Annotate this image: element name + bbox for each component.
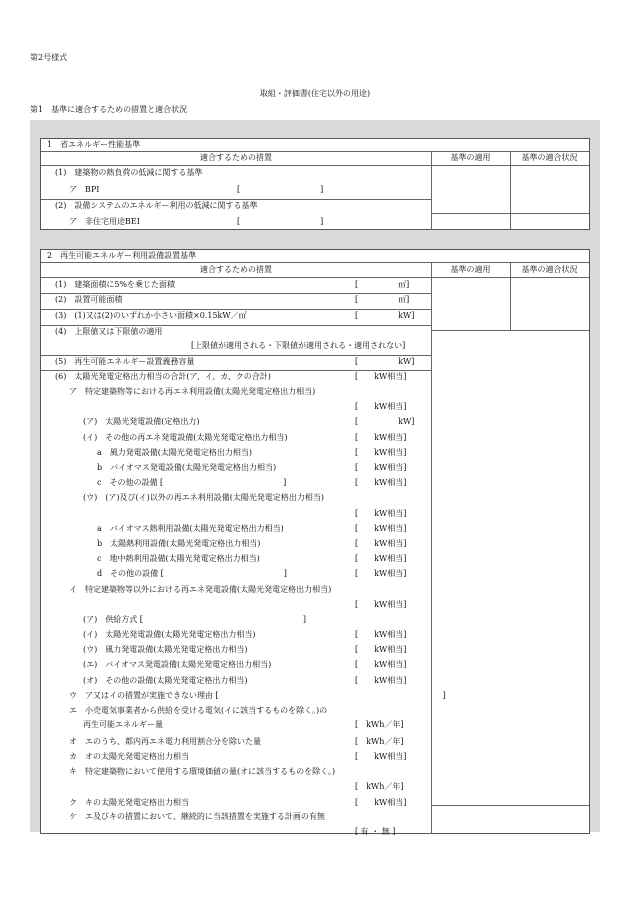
- s2-row-10-value-field[interactable]: [ kW相当]: [355, 433, 407, 442]
- energy-performance-table: [40, 138, 590, 230]
- s2-row-26-value-field[interactable]: [ kW相当]: [355, 676, 407, 685]
- s2-row-1-text: (2) 設置可能面積: [55, 295, 123, 304]
- s1-row-1a: ア BPI: [69, 185, 100, 194]
- s2-row-16-text: a バイオマス熱利用設備(太陽光発電定格出力相当): [97, 524, 284, 533]
- s2-row-15-value-field[interactable]: [ kW相当]: [355, 509, 407, 518]
- s2-row-4-text: [上限値が適用される・下限値が適用される・適用されない]: [191, 341, 406, 350]
- s2-row-18-text: c 地中熱利用設備(太陽光発電定格出力相当): [97, 554, 260, 563]
- s2-row-30-value-field[interactable]: [ kWh／年]: [355, 737, 404, 746]
- s2-row-35-text: ケ エ及びキの措置において、継続的に当該措置を実施する計画の有無: [69, 812, 325, 821]
- s2-row-3-text: (4) 上限値又は下限値の適用: [55, 327, 163, 336]
- s2-title: 2 再生可能エネルギー利用設備設置基準: [47, 251, 197, 260]
- s2-row-17-value-field[interactable]: [ kW相当]: [355, 539, 407, 548]
- s2-row-1-value-field[interactable]: [ ㎡]: [355, 295, 410, 304]
- s2-row-19-value-field[interactable]: [ kW相当]: [355, 569, 407, 578]
- renewable-energy-table: [40, 249, 590, 834]
- s2-row-34-text: ク キの太陽光発電定格出力相当: [69, 798, 189, 807]
- s2-row-30-text: オ エのうち、都内再エネ電力利用割合分を除いた量: [69, 737, 261, 746]
- s1-header-apply: 基準の適用: [450, 153, 491, 162]
- s2-row-12-value-field[interactable]: [ kW相当]: [355, 463, 407, 472]
- s2-row-21-value-field[interactable]: [ kW相当]: [355, 600, 407, 609]
- s2-row-25-value-field[interactable]: [ kW相当]: [355, 660, 407, 669]
- s2-row-11-value-field[interactable]: [ kW相当]: [355, 448, 407, 457]
- s2-row-8-value-field[interactable]: [ kW相当]: [355, 402, 407, 411]
- s2-row-0-text: (1) 建築面積に5%を乗じた面積: [55, 280, 176, 289]
- s1-row-1: (1) 建築物の熱負荷の低減に関する基準: [55, 168, 203, 177]
- s2-row-6-value-field[interactable]: [ kW相当]: [355, 372, 407, 381]
- s2-row-divider: [41, 325, 431, 326]
- s2-row-19-text: d その他の設備 [ ]: [97, 569, 287, 578]
- s2-row-23-value-field[interactable]: [ kW相当]: [355, 630, 407, 639]
- s2-row-divider: [41, 370, 431, 371]
- s2-row-divider: [41, 293, 431, 294]
- s2-row-0-value-field[interactable]: [ ㎡]: [355, 280, 410, 289]
- s2-row-33-value-field[interactable]: [ kWh／年]: [355, 782, 404, 791]
- s2-row-31-text: カ オの太陽光発電定格出力相当: [69, 752, 189, 761]
- s2-row-32-text: キ 特定建築物において使用する環境価値の量(オに該当するものを除く。): [69, 767, 336, 776]
- s1-header-measures: 適合するための措置: [200, 153, 272, 162]
- s2-row-34-value-field[interactable]: [ kW相当]: [355, 798, 407, 807]
- s2-row-divider: [41, 309, 431, 310]
- s1-header-status: 基準の適合状況: [521, 153, 578, 162]
- s2-row-24-text: (ウ) 風力発電設備(太陽光発電定格出力相当): [83, 645, 248, 654]
- s2-header-measures: 適合するための措置: [200, 265, 272, 274]
- s2-row-31-value-field[interactable]: [ kW相当]: [355, 752, 407, 761]
- s2-row-9-text: (ア) 太陽光発電設備(定格出力): [83, 417, 200, 426]
- s2-row-12-text: b バイオマス発電設備(太陽光発電定格出力相当): [97, 463, 277, 472]
- document-title: 取組・評価書(住宅以外の用途): [259, 89, 371, 98]
- s2-row-22-text: (ア) 供給方式 [ ]: [83, 615, 307, 624]
- s2-row-27-text: ウ ア又はイの措置が実施できない理由 [ ]: [69, 691, 446, 700]
- s2-row-5-value-field[interactable]: [ kW]: [355, 357, 415, 366]
- s2-row-23-text: (イ) 太陽光発電設備(太陽光発電定格出力相当): [83, 630, 256, 639]
- bpi-input[interactable]: [ ]: [237, 185, 324, 194]
- s2-row-26-text: (オ) その他の設備(太陽光発電定格出力相当): [83, 676, 248, 685]
- s2-row-36-value-field[interactable]: [ 有 ・ 無 ]: [355, 827, 396, 836]
- s2-row-25-text: (エ) バイオマス発電設備(太陽光発電定格出力相当): [83, 660, 272, 669]
- s2-row-2-text: (3) (1)又は(2)のいずれか小さい面積×0.15kW／㎡: [55, 311, 247, 320]
- s1-row-2a: ア 非住宅用途BEI: [69, 217, 140, 226]
- form-number: 第2号様式: [30, 53, 68, 62]
- s2-row-17-text: b 太陽熱利用設備(太陽光発電定格出力相当): [97, 539, 261, 548]
- s2-row-20-text: イ 特定建築物等以外における再エネ発電設備(太陽光発電定格出力相当): [69, 585, 332, 594]
- s2-row-29-value-field[interactable]: [ kWh／年]: [355, 720, 404, 729]
- s2-row-14-text: (ウ) (ア)及び(イ)以外の再エネ利用設備(太陽光発電定格出力相当): [83, 493, 324, 502]
- s2-header-apply: 基準の適用: [450, 265, 491, 274]
- s2-row-11-text: a 風力発電設備(太陽光発電定格出力相当): [97, 448, 253, 457]
- s2-row-29-text: 再生可能エネルギー量: [83, 720, 163, 729]
- s2-row-5-text: (5) 再生可能エネルギー設置義務容量: [55, 357, 195, 366]
- s2-row-13-value-field[interactable]: [ kW相当]: [355, 478, 407, 487]
- s2-row-18-value-field[interactable]: [ kW相当]: [355, 554, 407, 563]
- s2-row-13-text: c その他の設備 [ ]: [97, 478, 287, 487]
- s2-row-16-value-field[interactable]: [ kW相当]: [355, 524, 407, 533]
- s2-row-9-value-field[interactable]: [ kW]: [355, 417, 415, 426]
- bei-input[interactable]: [ ]: [237, 217, 324, 226]
- s2-row-2-value-field[interactable]: [ kW]: [355, 311, 415, 320]
- s1-title: 1 省エネルギー性能基準: [47, 140, 141, 149]
- section-heading: 第1 基準に適合するための措置と適合状況: [30, 105, 188, 114]
- s2-row-divider: [41, 355, 431, 356]
- s2-header-status: 基準の適合状況: [521, 265, 578, 274]
- s1-row-2: (2) 設備システムのエネルギー利用の低減に関する基準: [55, 201, 258, 210]
- s2-row-24-value-field[interactable]: [ kW相当]: [355, 645, 407, 654]
- s2-row-28-text: エ 小売電気事業者から供給を受ける電気(イに該当するものを除く。)の: [69, 706, 328, 715]
- s2-row-6-text: (6) 太陽光発電定格出力相当の合計(ア、イ、カ、クの合計): [55, 372, 271, 381]
- s2-row-10-text: (イ) その他の再エネ発電設備(太陽光発電定格出力相当): [83, 433, 288, 442]
- s2-row-7-text: ア 特定建築物等における再エネ利用設備(太陽光発電定格出力相当): [69, 387, 316, 396]
